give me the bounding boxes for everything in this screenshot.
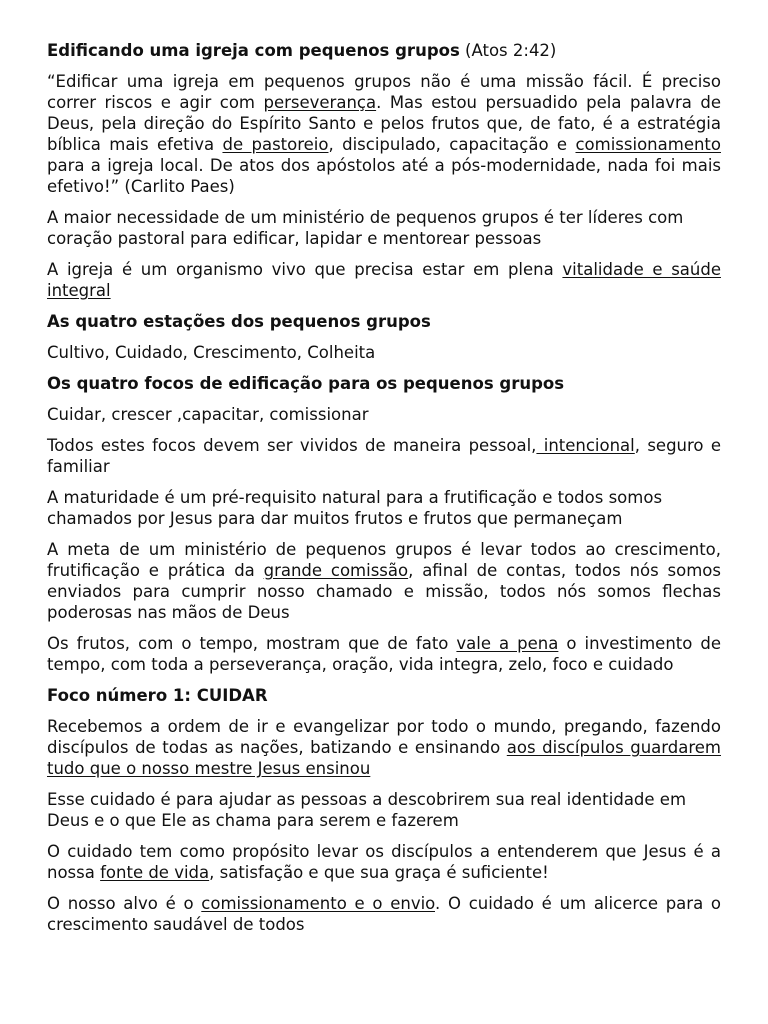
paragraph-necessidade: A maior necessidade de um ministério de pequenos grupos é ter líderes com coração pastoral para edificar, lapidar e mentorear pessoas xyxy=(47,208,684,248)
underlined-text: comissionamento xyxy=(575,135,721,154)
text-run: Os frutos, com o tempo, mostram que de fato xyxy=(47,634,457,653)
title-text: Edificando uma igreja com pequenos grupos xyxy=(47,41,460,60)
paragraph-cuidado-identidade: Esse cuidado é para ajudar as pessoas a descobrirem sua real identidade em Deus e o que Ele as chama para serem e fazerem xyxy=(47,790,687,830)
text-run: , afinal de contas, todos nós somos enviados para cumprir nosso chamado e missão, todos nós somos flechas poderosas nas mãos de Deus xyxy=(47,561,721,622)
paragraph-proposito xyxy=(47,841,721,883)
list-focos: Cuidar, crescer ,capacitar, comissionar xyxy=(47,405,369,424)
paragraph-meta xyxy=(47,539,721,623)
heading-foco-1: Foco número 1: CUIDAR xyxy=(47,686,268,705)
paragraph-maturidade: A maturidade é um pré-requisito natural para a frutificação e todos somos chamados por Jesus para dar muitos frutos e frutos que permaneçam xyxy=(47,488,663,528)
paragraph-quote xyxy=(47,71,721,197)
title-reference: (Atos 2:42) xyxy=(459,41,557,60)
text-run: o investimento de tempo, com toda a perseverança, oração, vida integra, zelo, foco e cuidado xyxy=(47,634,721,674)
heading-estacoes: As quatro estações dos pequenos grupos xyxy=(47,312,431,331)
text-run: , discipulado, capacitação e xyxy=(328,135,576,154)
text-run: . Mas estou persuadido pela palavra de Deus, pela direção do Espírito Santo e pelos frutos que, de fato, é a estratégia bíblica mais efetiva xyxy=(47,93,722,154)
text-run: Recebemos a ordem de ir e evangelizar por todo o mundo, pregando, fazendo discípulos de todas as nações, batizando e ensinando xyxy=(47,717,721,757)
underlined-text: vale a pena xyxy=(456,634,559,653)
paragraph-ordem xyxy=(47,716,721,779)
underlined-text: vitalidade e saúde integral xyxy=(47,260,721,300)
underlined-text: comissionamento e o envio xyxy=(201,894,435,913)
underlined-text: de pastoreio xyxy=(222,135,329,154)
text-run: , seguro e familiar xyxy=(47,436,721,476)
text-run: A meta de um ministério de pequenos grupos é levar todos ao crescimento, frutificação e prática da xyxy=(47,540,721,580)
text-run: O nosso alvo é o xyxy=(47,894,202,913)
text-run: Todos estes focos devem ser vividos de maneira pessoal, xyxy=(47,436,537,455)
text-run: . O cuidado é um alicerce para o crescimento saudável de todos xyxy=(47,894,721,934)
list-estacoes: Cultivo, Cuidado, Crescimento, Colheita xyxy=(47,343,376,362)
underlined-text: perseverança xyxy=(263,93,377,112)
underlined-text: fonte de vida xyxy=(100,863,210,882)
paragraph-vividos xyxy=(47,435,721,477)
underlined-text: grande comissão xyxy=(263,561,409,580)
text-run: , satisfação e que sua graça é suficiente! xyxy=(209,863,549,882)
paragraph-alvo xyxy=(47,893,721,935)
text-run: O cuidado tem como propósito levar os discípulos a entenderem que Jesus é a nossa xyxy=(47,842,721,882)
text-run: para a igreja local. De atos dos apóstolos até a pós-modernidade, nada foi mais efetivo!” (Carlito Paes) xyxy=(47,156,721,196)
text-run: “Edificar uma igreja em pequenos grupos não é uma missão fácil. É preciso correr riscos e agir com xyxy=(47,72,721,112)
paragraph-frutos xyxy=(47,633,721,675)
underlined-text: aos discípulos guardarem tudo que o nosso mestre Jesus ensinou xyxy=(47,738,721,778)
heading-focos: Os quatro focos de edificação para os pequenos grupos xyxy=(47,374,565,393)
document-title xyxy=(47,40,721,61)
paragraph-organismo xyxy=(47,259,721,301)
text-run: A igreja é um organismo vivo que precisa estar em plena xyxy=(47,260,563,279)
underlined-text: intencional xyxy=(536,436,635,455)
